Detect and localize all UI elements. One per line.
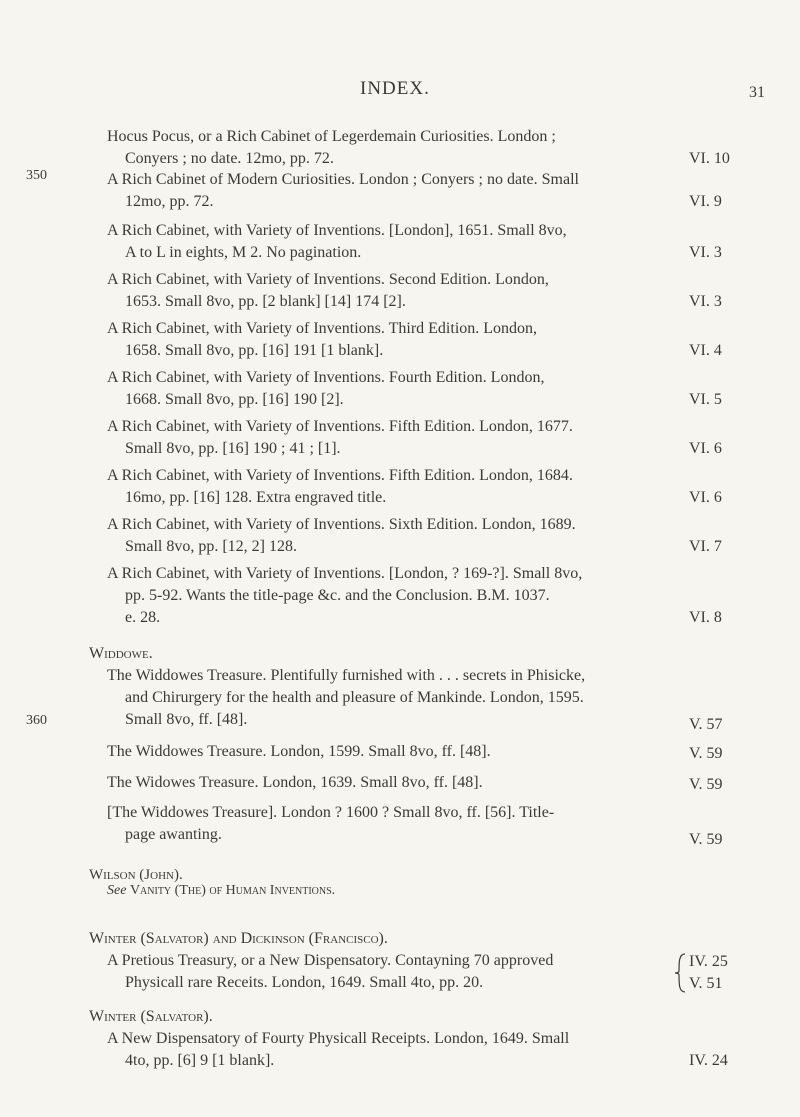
volume-ref: V. 59 (689, 776, 723, 793)
volume-ref: V. 51 (689, 975, 723, 992)
volume-ref: VI. 7 (689, 538, 722, 555)
entry-line: A Rich Cabinet, with Variety of Inventions. [London], 1651. Small 8vo, (107, 222, 567, 239)
entry-line: Small 8vo, ff. [48]. (125, 711, 248, 728)
volume-ref: V. 59 (689, 745, 723, 762)
entry-line: A Rich Cabinet, with Variety of Inventions. Sixth Edition. London, 1689. (107, 516, 576, 533)
section-heading: Wilson (John). (89, 867, 183, 883)
section-heading: Winter (Salvator). (89, 1008, 213, 1025)
entry-line: 16mo, pp. [16] 128. Extra engraved title. (125, 489, 387, 506)
entry-line: Small 8vo, pp. [12, 2] 128. (125, 538, 297, 555)
entry-line: Small 8vo, pp. [16] 190 ; 41 ; [1]. (125, 440, 341, 457)
section-heading: Winter (Salvator) and Dickinson (Francisco). (89, 930, 388, 947)
volume-ref: IV. 25 (689, 953, 728, 970)
brace-mark (674, 952, 686, 994)
margin-line-number: 360 (26, 713, 47, 728)
entry-line: The Widdowes Treasure. London, 1599. Small 8vo, ff. [48]. (107, 743, 491, 760)
entry-line: e. 28. (125, 609, 161, 626)
entry-line: page awanting. (125, 826, 222, 843)
volume-ref: VI. 6 (689, 440, 722, 457)
volume-ref: VI. 8 (689, 609, 722, 626)
entry-line: A Rich Cabinet, with Variety of Inventions. Fifth Edition. London, 1677. (107, 418, 573, 435)
entry-line: The Widowes Treasure. London, 1639. Small 8vo, ff. [48]. (107, 774, 483, 791)
volume-ref: VI. 5 (689, 391, 722, 408)
entry-line: Physicall rare Receits. London, 1649. Small 4to, pp. 20. (125, 974, 484, 991)
volume-ref: IV. 24 (689, 1052, 728, 1069)
volume-ref: VI. 4 (689, 342, 722, 359)
running-title: INDEX. (360, 78, 430, 99)
entry-line: 1668. Small 8vo, pp. [16] 190 [2]. (125, 391, 344, 408)
entry-line: 1653. Small 8vo, pp. [2 blank] [14] 174 [2]. (125, 293, 406, 310)
entry-line: A Rich Cabinet, with Variety of Inventions. Fourth Edition. London, (107, 369, 545, 386)
volume-ref: VI. 6 (689, 489, 722, 506)
entry-line: A Rich Cabinet, with Variety of Inventions. Fifth Edition. London, 1684. (107, 467, 573, 484)
volume-ref: V. 59 (689, 831, 723, 848)
entry-line: 1658. Small 8vo, pp. [16] 191 [1 blank]. (125, 342, 384, 359)
entry-line: A Pretious Treasury, or a New Dispensatory. Contayning 70 approved (107, 952, 554, 969)
page-number: 31 (749, 84, 765, 101)
volume-ref: VI. 9 (689, 193, 722, 210)
entry-line: A Rich Cabinet, with Variety of Inventions. Third Edition. London, (107, 320, 538, 337)
entry-line: 4to, pp. [6] 9 [1 blank]. (125, 1052, 275, 1069)
entry-line: A Rich Cabinet, with Variety of Inventions. [London, ? 169-?]. Small 8vo, (107, 565, 583, 582)
entry-line: A Rich Cabinet of Modern Curiosities. London ; Conyers ; no date. Small (107, 171, 579, 188)
cross-reference (107, 882, 335, 900)
entry-line: [The Widdowes Treasure]. London ? 1600 ? Small 8vo, ff. [56]. Title- (107, 804, 555, 821)
volume-ref: VI. 10 (689, 150, 730, 167)
margin-line-number: 350 (26, 168, 47, 183)
volume-ref: VI. 3 (689, 293, 722, 310)
entry-line: The Widdowes Treasure. Plentifully furnished with . . . secrets in Phisicke, (107, 667, 586, 684)
entry-line: A Rich Cabinet, with Variety of Inventions. Second Edition. London, (107, 271, 549, 288)
entry-line: Conyers ; no date. 12mo, pp. 72. (125, 150, 334, 167)
volume-ref: VI. 3 (689, 244, 722, 261)
entry-line: pp. 5-92. Wants the title-page &c. and the Conclusion. B.M. 1037. (125, 587, 550, 604)
entry-line: 12mo, pp. 72. (125, 193, 214, 210)
see-target: Vanity (The) of Human Inventions. (129, 883, 336, 898)
entry-line: Hocus Pocus, or a Rich Cabinet of Legerdemain Curiosities. London ; (107, 128, 556, 145)
entry-line: A to L in eights, M 2. No pagination. (125, 244, 362, 261)
page-header (0, 74, 800, 104)
see-label: See (107, 883, 127, 898)
entry-line: A New Dispensatory of Fourty Physicall Receipts. London, 1649. Small (107, 1030, 570, 1047)
section-heading: Widdowe. (89, 645, 153, 662)
entry-line: and Chirurgery for the health and pleasure of Mankinde. London, 1595. (125, 689, 584, 706)
volume-ref: V. 57 (689, 716, 723, 733)
